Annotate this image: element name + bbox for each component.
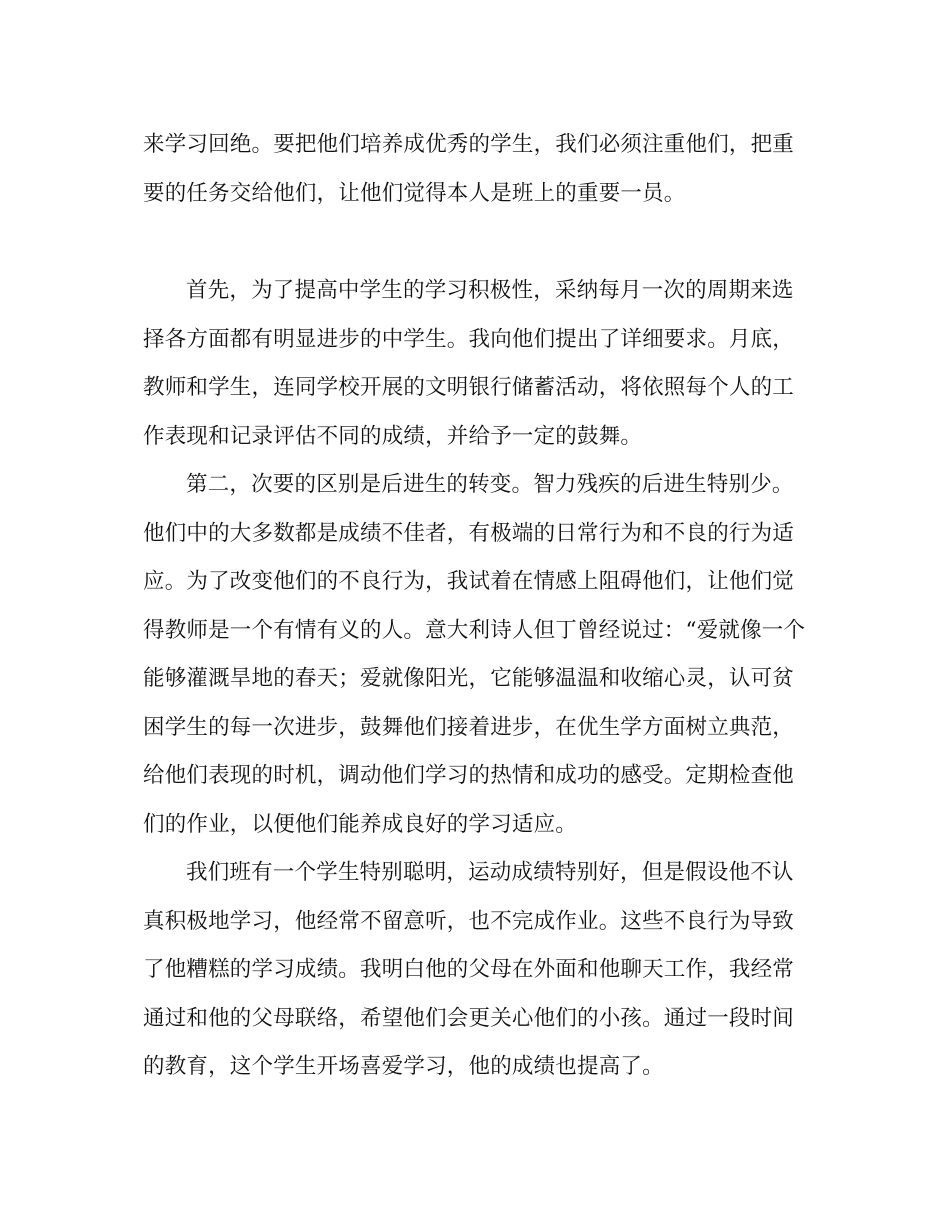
paragraph-line: 给他们表现的时机，调动他们学习的热情和成功的感受。定期检查他 (143, 763, 795, 788)
paragraph-line: 作表现和记录评估不同的成绩，并给予一定的鼓舞。 (143, 423, 643, 449)
paragraph-line: 得教师是一个有情有义的人。意大利诗人但丁曾经说过：“爱就像一个 (143, 617, 806, 643)
paragraph-line: 来学习回绝。要把他们培养成优秀的学生，我们必须注重他们，把重 (143, 132, 795, 157)
paragraph-line: 应。为了改变他们的不良行为，我试着在情感上阻碍他们，让他们觉 (143, 569, 795, 594)
paragraph-line: 要的任务交给他们，让他们觉得本人是班上的重要一员。 (143, 180, 686, 206)
paragraph-line: 择各方面都有明显进步的中学生。我向他们提出了详细要求。月底， (143, 326, 795, 352)
paragraph-first (143, 267, 813, 461)
paragraph-line: 能够灌溉旱地的春天；爱就像阳光，它能够温温和收缩心灵，认可贫 (143, 666, 795, 691)
paragraph-line: 他们中的大多数都是成绩不佳者，有极端的日常行为和不良的行为适 (143, 520, 795, 546)
continued-paragraph (143, 121, 813, 218)
paragraph-line: 我们班有一个学生特别聪明，运动成绩特别好，但是假设他不认 (186, 860, 794, 885)
paragraph-line: 们的作业，以便他们能养成良好的学习适应。 (143, 811, 578, 837)
paragraph-line: 首先，为了提高中学生的学习积极性，采纳每月一次的周期来选 (186, 278, 794, 303)
paragraph-line: 了他糟糕的学习成绩。我明白他的父母在外面和他聊天工作，我经常 (143, 957, 795, 982)
paragraph-line: 困学生的每一次进步，鼓舞他们接着进步，在优生学方面树立典范， (143, 714, 795, 740)
paragraph-line: 通过和他的父母联络，希望他们会更关心他们的小孩。通过一段时间 (143, 1005, 795, 1031)
paragraph-line: 教师和学生，连同学校开展的文明银行储蓄活动，将依照每个人的工 (143, 375, 795, 400)
paragraph-third (143, 849, 813, 1092)
paragraph-line: 的教育，这个学生开场喜爱学习，他的成绩也提高了。 (143, 1054, 664, 1079)
paragraph-second (143, 461, 813, 849)
paragraph-line: 第二，次要的区别是后进生的转变。智力残疾的后进生特别少。 (186, 472, 794, 497)
paragraph-line: 真积极地学习，他经常不留意听，也不完成作业。这些不良行为导致 (143, 908, 795, 934)
main-text (143, 267, 813, 1092)
